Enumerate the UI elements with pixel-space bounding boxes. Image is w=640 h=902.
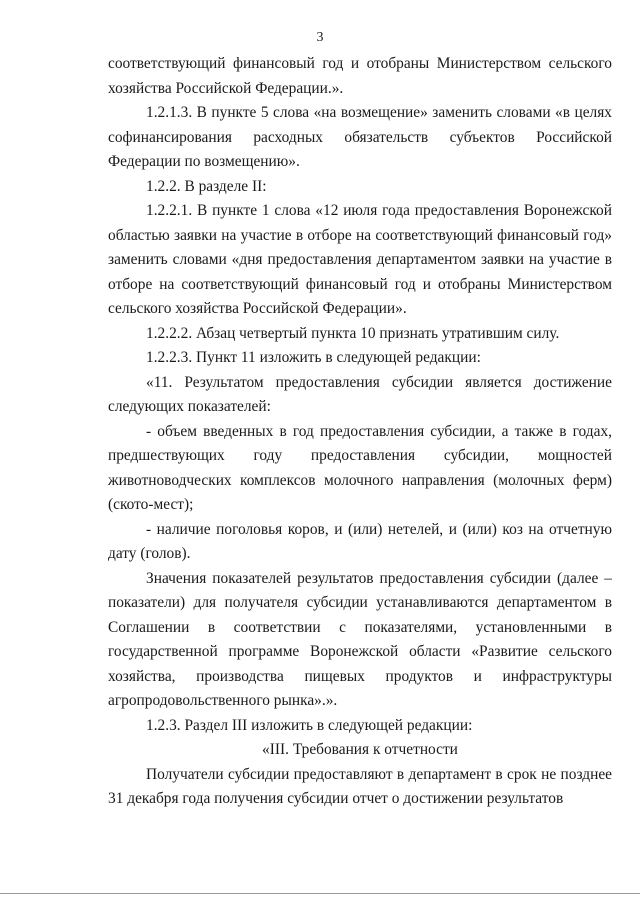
list-item-capacity: - объем введенных в год предоставления субсидии, а также в годах, предшествующих году предоставления субсидии, мощностей животноводческих комплексов молочного направления (молочных ферм) (ското-мест); [108,422,612,513]
paragraph-1-2-2-3: 1.2.2.3. Пункт 11 изложить в следующей редакции: [146,349,481,366]
paragraph-1-2-2: 1.2.2. В разделе II: [146,177,267,195]
paragraph-1-2-2-2: 1.2.2.2. Абзац четвертый пункта 10 признать утратившим силу. [146,324,560,342]
paragraph-indicator-values: Значения показателей результатов предоставления субсидии (далее – показатели) для получателя субсидии устанавливаются департаментом в Соглашении в соответствии с показателями, установленными в государственной программе Воронежской области «Развитие сельского хозяйства, производства пищевых продуктов и инфраструктуры агропродовольственного рынка».». [108,569,612,709]
paragraph-point-11: «11. Результатом предоставления субсидии является достижение следующих показателей: [108,373,612,415]
paragraph-report-deadline: Получатели субсидии предоставляют в департамент в срок не позднее 31 декабря года получения субсидии отчет о достижении результатов [108,765,612,807]
paragraph-1-2-3: 1.2.3. Раздел III изложить в следующей редакции: [146,716,473,734]
list-item-livestock: - наличие поголовья коров, и (или) нетелей, и (или) коз на отчетную дату (голов). [108,520,612,562]
paragraph-1-2-1-3: 1.2.1.3. В пункте 5 слова «на возмещение» заменить словами «в целях софинансирования расходных обязательств субъектов Российской Федерации по возмещению». [108,104,612,170]
paragraph-continuation: соответствующий финансовый год и отобраны Министерством сельского хозяйства Российской Федерации.». [108,55,612,97]
section-heading-reporting: «III. Требования к отчетности [262,741,458,758]
paragraph-1-2-2-1: 1.2.2.1. В пункте 1 слова «12 июля года предоставления Воронежской областью заявки на участие в отборе на соответствующий финансовый год» заменить словами «дня предоставления департаментом заявки на участие в отборе на соответствующий финансовый год и отобраны Министерством сельского хозяйства Российской Федерации». [108,202,612,317]
document-body [108,52,612,812]
page-bottom-rule [0,893,640,894]
page-number: 3 [316,30,324,45]
